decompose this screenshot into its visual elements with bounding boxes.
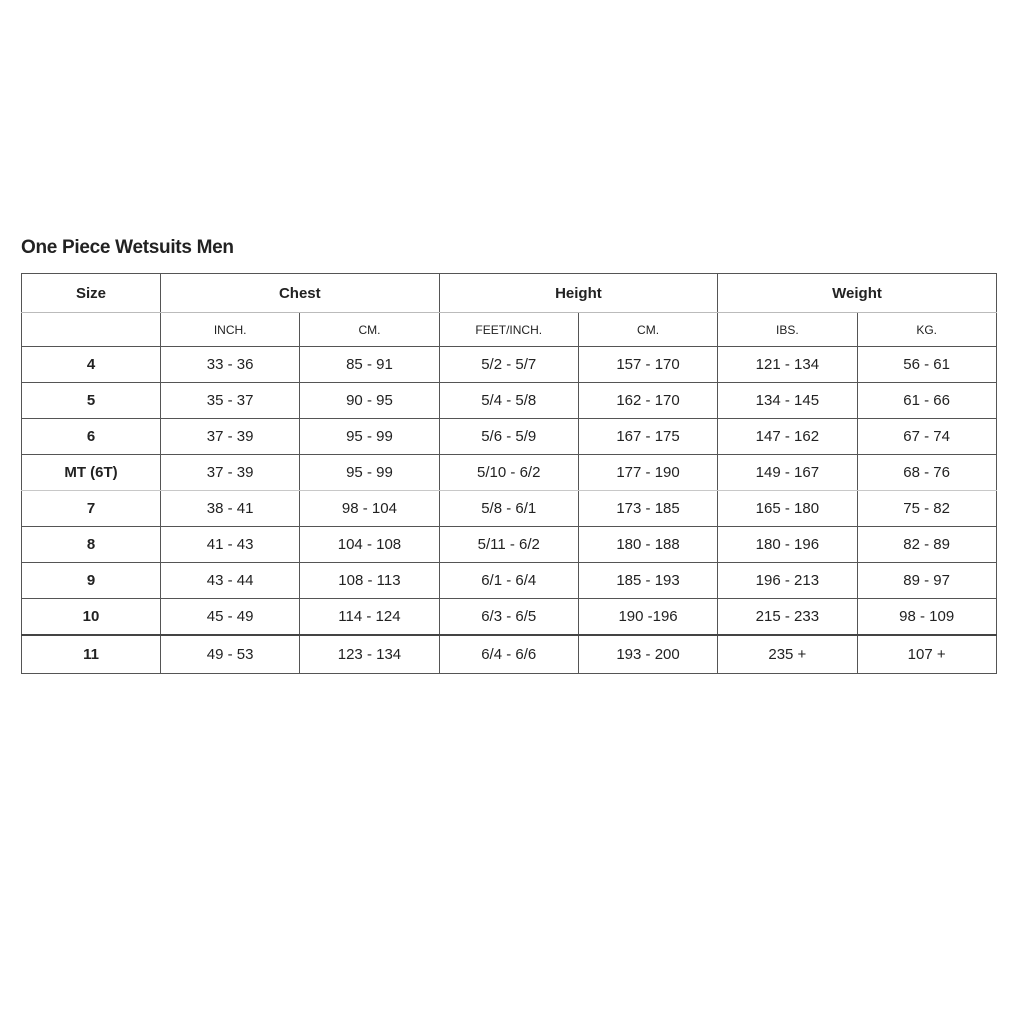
table-row xyxy=(22,419,997,455)
size-cell: 4 xyxy=(22,347,161,383)
size-cell: 6 xyxy=(22,419,161,455)
table-row xyxy=(22,383,997,419)
weight-kg-cell: 56 - 61 xyxy=(857,347,996,383)
group-header-row xyxy=(22,274,997,313)
height-feet-cell: 5/8 - 6/1 xyxy=(439,491,578,527)
chest-cm-cell: 95 - 99 xyxy=(300,419,439,455)
chest-inch-cell: 49 - 53 xyxy=(161,635,300,674)
weight-ibs-cell: 165 - 180 xyxy=(718,491,857,527)
weight-kg-cell: 82 - 89 xyxy=(857,527,996,563)
chest-inch-cell: 37 - 39 xyxy=(161,419,300,455)
table-row xyxy=(22,455,997,491)
chest-cm-cell: 90 - 95 xyxy=(300,383,439,419)
chest-cm-cell: 108 - 113 xyxy=(300,563,439,599)
chest-cm-cell: 95 - 99 xyxy=(300,455,439,491)
table-row xyxy=(22,491,997,527)
table-row xyxy=(22,563,997,599)
weight-ibs-cell: 147 - 162 xyxy=(718,419,857,455)
size-cell: MT (6T) xyxy=(22,455,161,491)
weight-kg-cell: 107 + xyxy=(857,635,996,674)
height-feet-cell: 5/2 - 5/7 xyxy=(439,347,578,383)
height-cm-cell: 180 - 188 xyxy=(578,527,717,563)
chest-cm-cell: 104 - 108 xyxy=(300,527,439,563)
height-feet-cell: 5/10 - 6/2 xyxy=(439,455,578,491)
height-cm-cell: 185 - 193 xyxy=(578,563,717,599)
size-cell: 7 xyxy=(22,491,161,527)
page-title: One Piece Wetsuits Men xyxy=(21,237,234,258)
weight-kg-cell: 75 - 82 xyxy=(857,491,996,527)
height-feet-cell: 6/4 - 6/6 xyxy=(439,635,578,674)
size-cell: 8 xyxy=(22,527,161,563)
chest-cm-cell: 123 - 134 xyxy=(300,635,439,674)
weight-ibs-cell: 180 - 196 xyxy=(718,527,857,563)
chest-inch-cell: 41 - 43 xyxy=(161,527,300,563)
table-row xyxy=(22,599,997,636)
chest-cm-cell: 85 - 91 xyxy=(300,347,439,383)
chest-inch-cell: 33 - 36 xyxy=(161,347,300,383)
weight-kg-cell: 67 - 74 xyxy=(857,419,996,455)
height-feet-cell: 6/3 - 6/5 xyxy=(439,599,578,636)
unit-header-blank xyxy=(22,313,161,347)
unit-header-height-feet-inch: FEET/INCH. xyxy=(439,313,578,347)
chest-inch-cell: 35 - 37 xyxy=(161,383,300,419)
unit-header-weight-kg: KG. xyxy=(857,313,996,347)
weight-kg-cell: 98 - 109 xyxy=(857,599,996,636)
weight-ibs-cell: 235 + xyxy=(718,635,857,674)
size-cell: 11 xyxy=(22,635,161,674)
table-row xyxy=(22,635,997,674)
chest-cm-cell: 98 - 104 xyxy=(300,491,439,527)
height-feet-cell: 6/1 - 6/4 xyxy=(439,563,578,599)
header-weight: Weight xyxy=(718,274,997,313)
size-cell: 9 xyxy=(22,563,161,599)
height-feet-cell: 5/6 - 5/9 xyxy=(439,419,578,455)
table-row xyxy=(22,527,997,563)
unit-header-chest-cm: CM. xyxy=(300,313,439,347)
unit-header-height-cm: CM. xyxy=(578,313,717,347)
unit-header-chest-inch: INCH. xyxy=(161,313,300,347)
header-chest: Chest xyxy=(161,274,440,313)
table-row xyxy=(22,347,997,383)
weight-ibs-cell: 121 - 134 xyxy=(718,347,857,383)
chest-inch-cell: 38 - 41 xyxy=(161,491,300,527)
height-cm-cell: 162 - 170 xyxy=(578,383,717,419)
weight-ibs-cell: 196 - 213 xyxy=(718,563,857,599)
chest-inch-cell: 37 - 39 xyxy=(161,455,300,491)
chest-inch-cell: 43 - 44 xyxy=(161,563,300,599)
weight-ibs-cell: 215 - 233 xyxy=(718,599,857,636)
header-height: Height xyxy=(439,274,718,313)
height-cm-cell: 193 - 200 xyxy=(578,635,717,674)
weight-kg-cell: 61 - 66 xyxy=(857,383,996,419)
weight-kg-cell: 89 - 97 xyxy=(857,563,996,599)
chest-cm-cell: 114 - 124 xyxy=(300,599,439,636)
weight-ibs-cell: 149 - 167 xyxy=(718,455,857,491)
height-cm-cell: 190 -196 xyxy=(578,599,717,636)
height-cm-cell: 167 - 175 xyxy=(578,419,717,455)
size-cell: 10 xyxy=(22,599,161,636)
size-cell: 5 xyxy=(22,383,161,419)
weight-kg-cell: 68 - 76 xyxy=(857,455,996,491)
height-cm-cell: 177 - 190 xyxy=(578,455,717,491)
height-feet-cell: 5/11 - 6/2 xyxy=(439,527,578,563)
unit-header-weight-ibs: IBS. xyxy=(718,313,857,347)
header-size: Size xyxy=(22,274,161,313)
height-cm-cell: 173 - 185 xyxy=(578,491,717,527)
unit-header-row xyxy=(22,313,997,347)
weight-ibs-cell: 134 - 145 xyxy=(718,383,857,419)
height-cm-cell: 157 - 170 xyxy=(578,347,717,383)
chest-inch-cell: 45 - 49 xyxy=(161,599,300,636)
size-chart-table xyxy=(21,273,997,674)
height-feet-cell: 5/4 - 5/8 xyxy=(439,383,578,419)
